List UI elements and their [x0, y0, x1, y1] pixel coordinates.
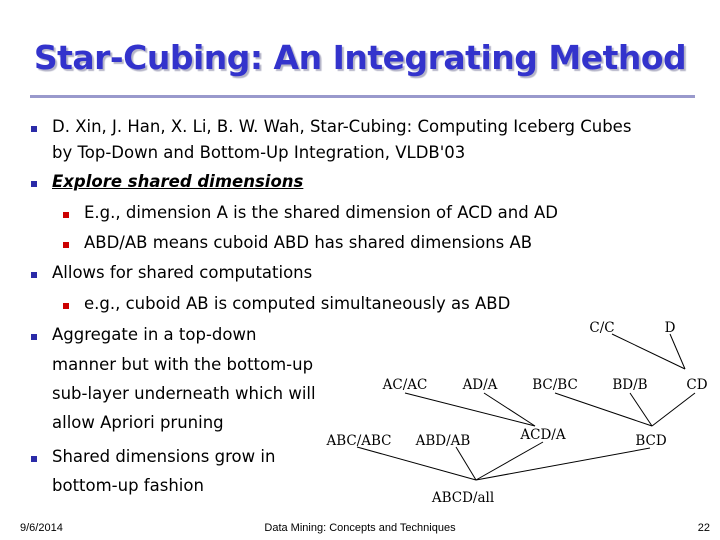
edge-bcd-abcdall: [476, 448, 650, 480]
bullet-reference-line1: D. Xin, J. Han, X. Li, B. W. Wah, Star-Cubing: Computing Iceberg Cubes: [52, 117, 632, 136]
bullet-reference-line2: by Top-Down and Bottom-Up Integration, VLDB'03: [52, 143, 466, 162]
edge-bcbc-bcd: [555, 393, 652, 426]
slide-title: Star-Cubing: An Integrating Method: [33, 38, 687, 77]
sub-bullet-dimension-a: E.g., dimension A is the shared dimension of ACD and AD: [84, 203, 558, 222]
node-d: D: [664, 320, 676, 336]
edge-bdb-bcd: [630, 393, 652, 426]
node-acda: ACD/A: [520, 427, 566, 443]
node-abcdall: ABCD/all: [431, 490, 495, 506]
sub-bullet-cuboid-ab: e.g., cuboid AB is computed simultaneously as ABD: [84, 294, 511, 313]
node-acac: AC/AC: [382, 377, 428, 393]
sub-bullet-abd-ab: ABD/AB means cuboid ABD has shared dimensions AB: [84, 233, 533, 252]
node-bcd: BCD: [635, 433, 667, 449]
node-cc: C/C: [589, 320, 615, 336]
edge-cd-bcd: [652, 393, 695, 426]
edge-cc-cd: [612, 334, 685, 369]
edge-acac-acda: [405, 393, 535, 426]
node-abdab: ABD/AB: [415, 433, 471, 449]
bullet-aggregate-line4: allow Apriori pruning: [52, 413, 224, 432]
bullet-explore-shared: Explore shared dimensions: [52, 172, 304, 191]
footer-date: 9/6/2014: [20, 522, 63, 534]
bullet-aggregate-line2: manner but with the bottom-up: [52, 355, 314, 374]
bullet-aggregate-line1: Aggregate in a top-down: [52, 325, 257, 344]
bullet-shared-grow-line2: bottom-up fashion: [52, 476, 204, 495]
node-cd: CD: [686, 377, 708, 393]
node-abcabc: ABC/ABC: [326, 433, 392, 449]
node-ada: AD/A: [462, 377, 498, 393]
bullet-shared-computations: Allows for shared computations: [52, 263, 313, 282]
bullet-shared-grow-line1: Shared dimensions grow in: [52, 447, 276, 466]
node-bdb: BD/B: [612, 377, 648, 393]
tree-edges: [357, 334, 695, 480]
bullet-aggregate-line3: sub-layer underneath which will: [52, 384, 316, 403]
node-bcbc: BC/BC: [532, 377, 578, 393]
edge-abcabc-abcdall: [357, 447, 476, 480]
footer-title: Data Mining: Concepts and Techniques: [264, 522, 456, 534]
edge-d-cd: [670, 334, 685, 369]
footer-page-number: 22: [697, 522, 710, 534]
edge-ada-acda: [484, 393, 535, 426]
